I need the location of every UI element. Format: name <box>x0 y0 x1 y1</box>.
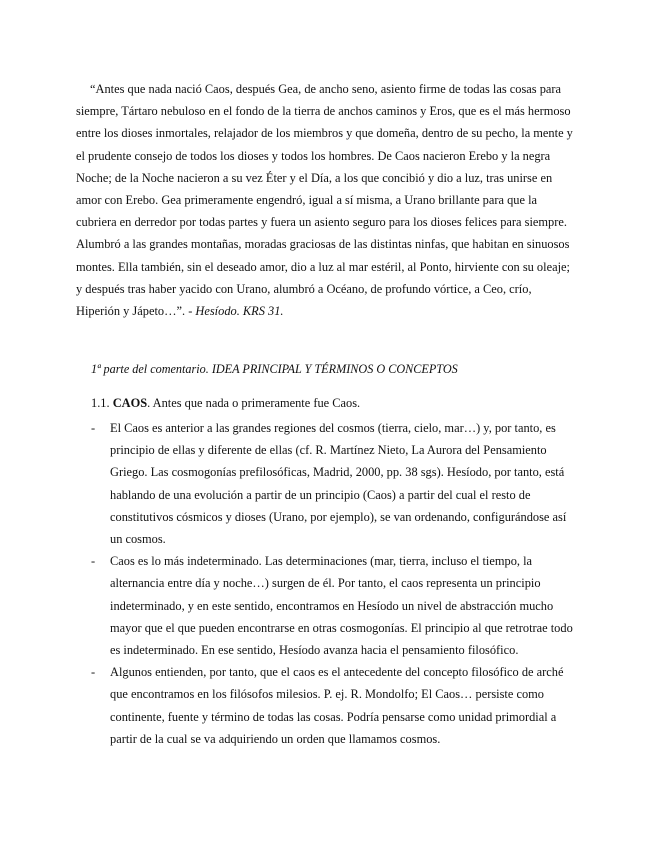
bullet-text: Caos es lo más indeterminado. Las determinaciones (mar, tierra, incluso el tiempo, la alternancia entre día y noche…) surgen de él. Por tanto, el caos representa un principio indeterminado, y en este sentido, encontramos en Hesíodo un nivel de abstracción mucho mayor que el que pueden encontrarse en otras cosmogonías. El principio al que retrotrae todo es indeterminado. En ese sentido, Hesíodo avanza hacia el pensamiento filosófico. <box>110 554 573 658</box>
bullet-dash: - <box>91 421 96 435</box>
list-item <box>91 661 576 750</box>
bullet-text: El Caos es anterior a las grandes regiones del cosmos (tierra, cielo, mar…) y, por tanto, es principio de ellas y diferente de ellas (cf. R. Martínez Nieto, La Aurora del Pensamiento Griego. Las cosmogonías prefilosóficas, Madrid, 2000, pp. 38 sgs). Hesíodo, por tanto, está hablando de una evolución a partir de un principio (Caos) a partir del cual el resto de constitutivos cósmicos y dioses (Urano, por ejemplo), se van ordenando, configurándose así un cosmos. <box>110 421 567 547</box>
point-number: 1.1. <box>91 396 110 410</box>
point-term: CAOS <box>112 396 148 410</box>
list-item <box>91 417 576 550</box>
point-rest: . Antes que nada o primeramente fue Caos. <box>147 396 361 410</box>
point-title <box>91 396 571 411</box>
list-item <box>91 550 576 661</box>
bullet-text: Algunos entienden, por tanto, que el caos es el antecedente del concepto filosófico de arché que encontramos en los filósofos milesios. P. ej. R. Mondolfo; El Caos… persiste como continente, fuente y término de todas las cosas. Podría pensarse como unidad primordial a partir de la cual se va adquiriendo un orden que llamamos cosmos. <box>110 665 564 746</box>
quote-text: “Antes que nada nació Caos, después Gea, de ancho seno, asiento firme de todas las cosas para siempre, Tártaro nebuloso en el fondo de la tierra de anchos caminos y Eros, que es el más hermoso entre los dioses inmortales, relajador de los miembros y que domeña, dentro de su pecho, la mente y el prudente consejo de todos los dioses y todos los hombres. De Caos nacieron Erebo y la negra Noche; de la Noche nacieron a su vez Éter y el Día, a los que concibió y dio a luz, tras unirse en amor con Erebo. Gea primeramente engendró, igual a sí misma, a Urano brillante para que la cubriera en derredor por todas partes y fuera un asiento seguro para los dioses felices para siempre. Alumbró a las grandes montañas, moradas graciosas de las distintas ninfas, que habitan en sinuosos montes. Ella también, sin el deseado amor, dio a luz al mar estéril, al Ponto, hirviente con su oleaje; y después tras haber yacido con Urano, alumbró a Océano, de profundo vórtice, a Ceo, crío, Hiperión y Jápeto…”. <box>76 82 573 319</box>
bullet-dash: - <box>91 554 96 569</box>
quote-citation: - Hesíodo. KRS 31. <box>188 304 284 319</box>
bullet-dash: - <box>91 665 96 680</box>
bullet-list <box>91 417 576 750</box>
hesiod-quote <box>76 78 576 322</box>
section-heading: 1ª parte del comentario. IDEA PRINCIPAL Y TÉRMINOS O CONCEPTOS <box>91 362 458 376</box>
